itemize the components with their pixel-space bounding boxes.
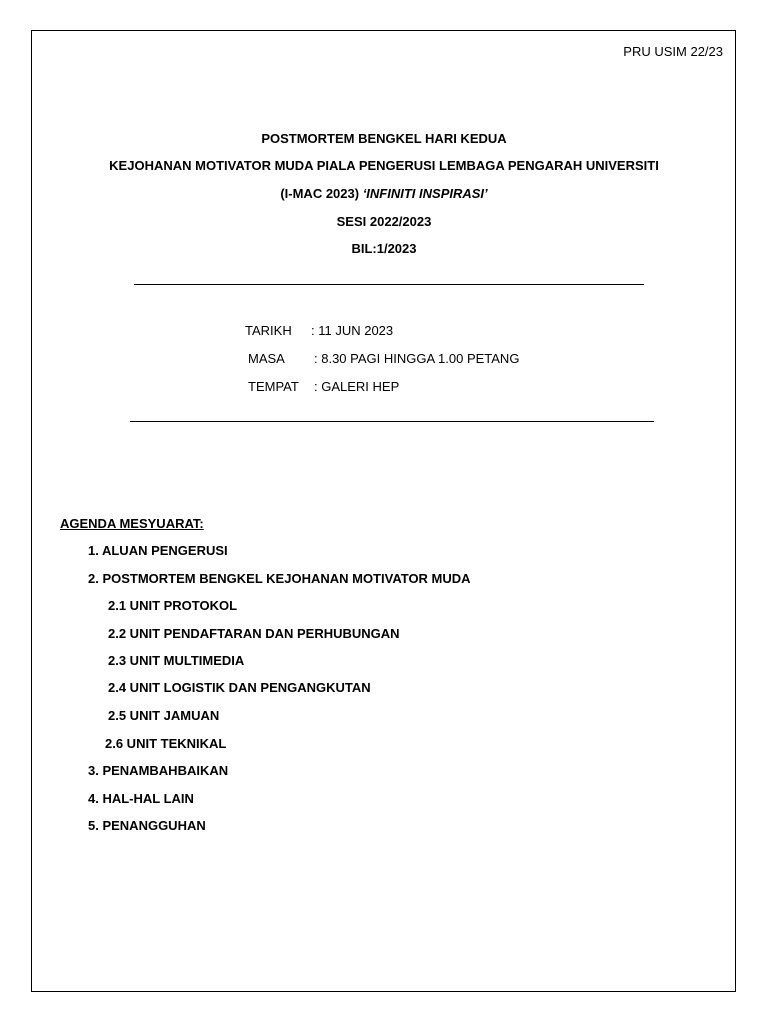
agenda-heading: AGENDA MESYUARAT: bbox=[60, 516, 204, 531]
agenda-item-2-2: 2.2 UNIT PENDAFTARAN DAN PERHUBUNGAN bbox=[108, 626, 400, 641]
agenda-item-5: 5. PENANGGUHAN bbox=[88, 818, 206, 833]
agenda-item-1: 1. ALUAN PENGERUSI bbox=[88, 543, 228, 558]
title-line-4: SESI 2022/2023 bbox=[336, 214, 432, 229]
meta-time-label: MASA bbox=[248, 351, 285, 366]
meta-date-value: : 11 JUN 2023 bbox=[311, 323, 394, 338]
document-reference: PRU USIM 22/23 bbox=[623, 44, 723, 59]
agenda-item-2-3: 2.3 UNIT MULTIMEDIA bbox=[108, 653, 245, 668]
agenda-item-3: 3. PENAMBAHBAIKAN bbox=[88, 763, 229, 778]
meta-date-row bbox=[245, 323, 393, 338]
title-line-5: BIL:1/2023 bbox=[351, 241, 417, 256]
meta-place-value: : GALERI HEP bbox=[314, 379, 400, 394]
meta-date-label: TARIKH bbox=[245, 323, 292, 338]
divider-bottom bbox=[130, 421, 654, 422]
title-line-1: POSTMORTEM BENGKEL HARI KEDUA bbox=[261, 131, 507, 146]
agenda-item-2-5: 2.5 UNIT JAMUAN bbox=[108, 708, 220, 723]
agenda-item-4: 4. HAL-HAL LAIN bbox=[88, 791, 194, 806]
title-line-3-italic: ‘INFINITI INSPIRASI’ bbox=[362, 186, 488, 201]
title-line-3 bbox=[0, 186, 768, 201]
title-line-3-normal: (I-MAC 2023) bbox=[280, 186, 363, 201]
meta-place-row bbox=[248, 379, 399, 394]
meta-time-row bbox=[248, 351, 519, 366]
meta-place-label: TEMPAT bbox=[248, 379, 299, 394]
agenda-item-2: 2. POSTMORTEM BENGKEL KEJOHANAN MOTIVATOR MUDA bbox=[88, 571, 471, 586]
title-line-2: KEJOHANAN MOTIVATOR MUDA PIALA PENGERUSI LEMBAGA PENGARAH UNIVERSITI bbox=[109, 158, 659, 173]
divider-top bbox=[134, 284, 644, 285]
agenda-item-2-6: 2.6 UNIT TEKNIKAL bbox=[105, 736, 227, 751]
page-border bbox=[31, 30, 736, 992]
meta-time-value: : 8.30 PAGI HINGGA 1.00 PETANG bbox=[314, 351, 520, 366]
agenda-item-2-4: 2.4 UNIT LOGISTIK DAN PENGANGKUTAN bbox=[108, 680, 371, 695]
agenda-item-2-1: 2.1 UNIT PROTOKOL bbox=[108, 598, 238, 613]
